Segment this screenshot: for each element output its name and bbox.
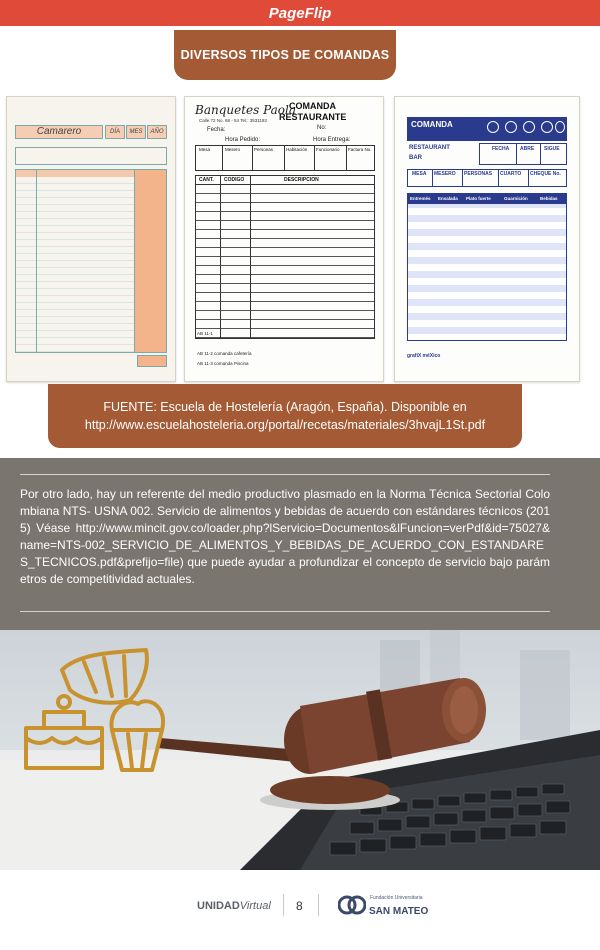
form3-col-fecha: FECHA [492,146,510,152]
unidad-virtual-brand [197,900,271,912]
form3-th-ensalada: Ensalada [438,196,458,201]
form3-header [407,117,567,141]
form3-col-cheque: CHEQUE No. [530,171,561,177]
form3-lamp-icon [541,121,553,133]
form3-col-personas: PERSONAS [464,171,493,177]
form2-hora-entrega-label: Hora Entrega: [313,137,351,143]
form3-bar-label: BAR [409,155,422,161]
form3-glass-icon [555,121,565,133]
form2-title-2: RESTAURANTE [279,112,347,122]
form2-th-cant: CANT. [199,177,214,183]
form2-col-factura: Factura No. [348,147,372,152]
form2-col-mesero: Mesero [225,147,241,152]
form2-number-label: No: [317,125,327,131]
comanda-form-camarero [6,96,176,382]
date-cell-mes: MES [126,125,146,139]
form2-col-funcionario: Funcionario [316,147,340,152]
form3-th-guarnicion: Guarnición [504,196,528,201]
form2-th-codigo: CODIGO [224,177,245,183]
hero-photo-svg [0,630,600,870]
source-caption [48,384,522,448]
form3-col-mesa: MESA [412,171,427,177]
form3-restaurant-label: RESTAURANT [409,145,450,151]
form2-foot-1: AB 11-2 comanda cafetería [197,351,252,356]
form1-info-row [15,147,167,165]
unidad-bold: UNIDAD [197,900,240,912]
logo-name: SAN MATEO [369,906,429,917]
app-title-bar [0,0,600,26]
source-line-2[interactable]: http://www.escuelahosteleria.org/portal/recetas/materiales/3hvajL1St.pdf [84,418,486,432]
camarero-label: Camarero [15,125,103,139]
hero-photo [0,630,600,870]
logo-small-text: Fundación Universitaria [370,895,423,901]
date-cell-dia: DÍA [105,125,125,139]
form3-brand: grafiX méXico [407,353,441,359]
form2-title-1: COMANDA [289,101,336,111]
form2-fecha-label: Fecha: [207,127,226,133]
form2-col-habitacion: Habitación [286,147,308,152]
band-top-rule [20,474,550,475]
unidad-italic: Virtual [239,900,271,912]
form3-th-entremes: Entremés [410,196,431,201]
form3-bulb-icon [505,121,517,133]
logo-sm-icon [338,894,366,916]
footer-separator-1 [283,894,284,916]
form3-th-bebidas: Bebidas [540,196,558,201]
form2-foot-2: AB 11-3 comanda Piscina [197,361,249,366]
page-footer [0,870,600,950]
date-cell-ano: AÑO [147,125,167,139]
band-bottom-rule [20,611,550,612]
form1-order-grid [15,169,167,353]
form3-col-sigue: SIGUE [544,146,560,152]
form2-address: Calle 72 No. 68 - 54 Tel.: 3531193 [199,118,267,123]
section-title-text: DIVERSOS TIPOS DE COMANDAS [180,48,390,62]
form3-info-row [407,169,567,187]
form2-col-personas: Personas [254,147,274,152]
form3-tray-icon [523,121,535,133]
section-title [174,30,396,80]
form3-col-abre: ABRE [520,146,535,152]
footer-separator-2 [318,894,319,916]
form2-brand: Banquetes Paola [195,103,297,117]
body-paragraph: Por otro lado, hay un referente del medio productivo plasmado en la Norma Técnica Sectorial Colombiana NTS- USNA 002. Servicio de alimentos y bebidas de acuerdo con estándares técnicos (2015) Véase http://www.mincit.gov.co/loader.php?lServicio=Documentos&lFuncion=verPdf&id=75027&name=NTS-002_SERVICIO_DE_ALIMENTOS_Y_BEBIDAS_DE_ACUERDO_CON_ESTANDARES_TECNICOS.pdf&prefijo=file) que puede ayudar a profundizar el concepto de servicio bajo parámetros de competitividad actuales. [20,487,550,586]
form3-items-table [407,193,567,341]
form1-amount-column [134,170,166,352]
form1-total-box [137,355,167,367]
source-line-1: FUENTE: Escuela de Hostelería (Aragón, España). Disponible en [103,400,467,414]
comanda-form-grafix [394,96,580,382]
info-band [0,458,600,630]
form3-title: COMANDA [411,120,453,129]
form2-col-mesa: Mesa [199,147,211,152]
form2-hora-pedido-label: Hora Pedido: [225,137,261,143]
form2-header-row [195,145,375,171]
form2-th-descripcion: DESCRIPCION [284,177,319,183]
form3-date-box [479,143,567,165]
form2-code: AB 11-1 [197,331,213,336]
form3-tea-icon [487,121,499,133]
form3-col-mesero: MESERO [434,171,456,177]
comandas-image-strip [6,96,586,384]
comanda-form-restaurante [184,96,384,382]
form3-col-cuarto: CUARTO [500,171,522,177]
app-title: PageFlip [268,4,332,22]
form2-items-table [195,175,375,339]
page-number: 8 [296,899,303,913]
form3-th-plato: Plato fuerte [466,196,491,201]
